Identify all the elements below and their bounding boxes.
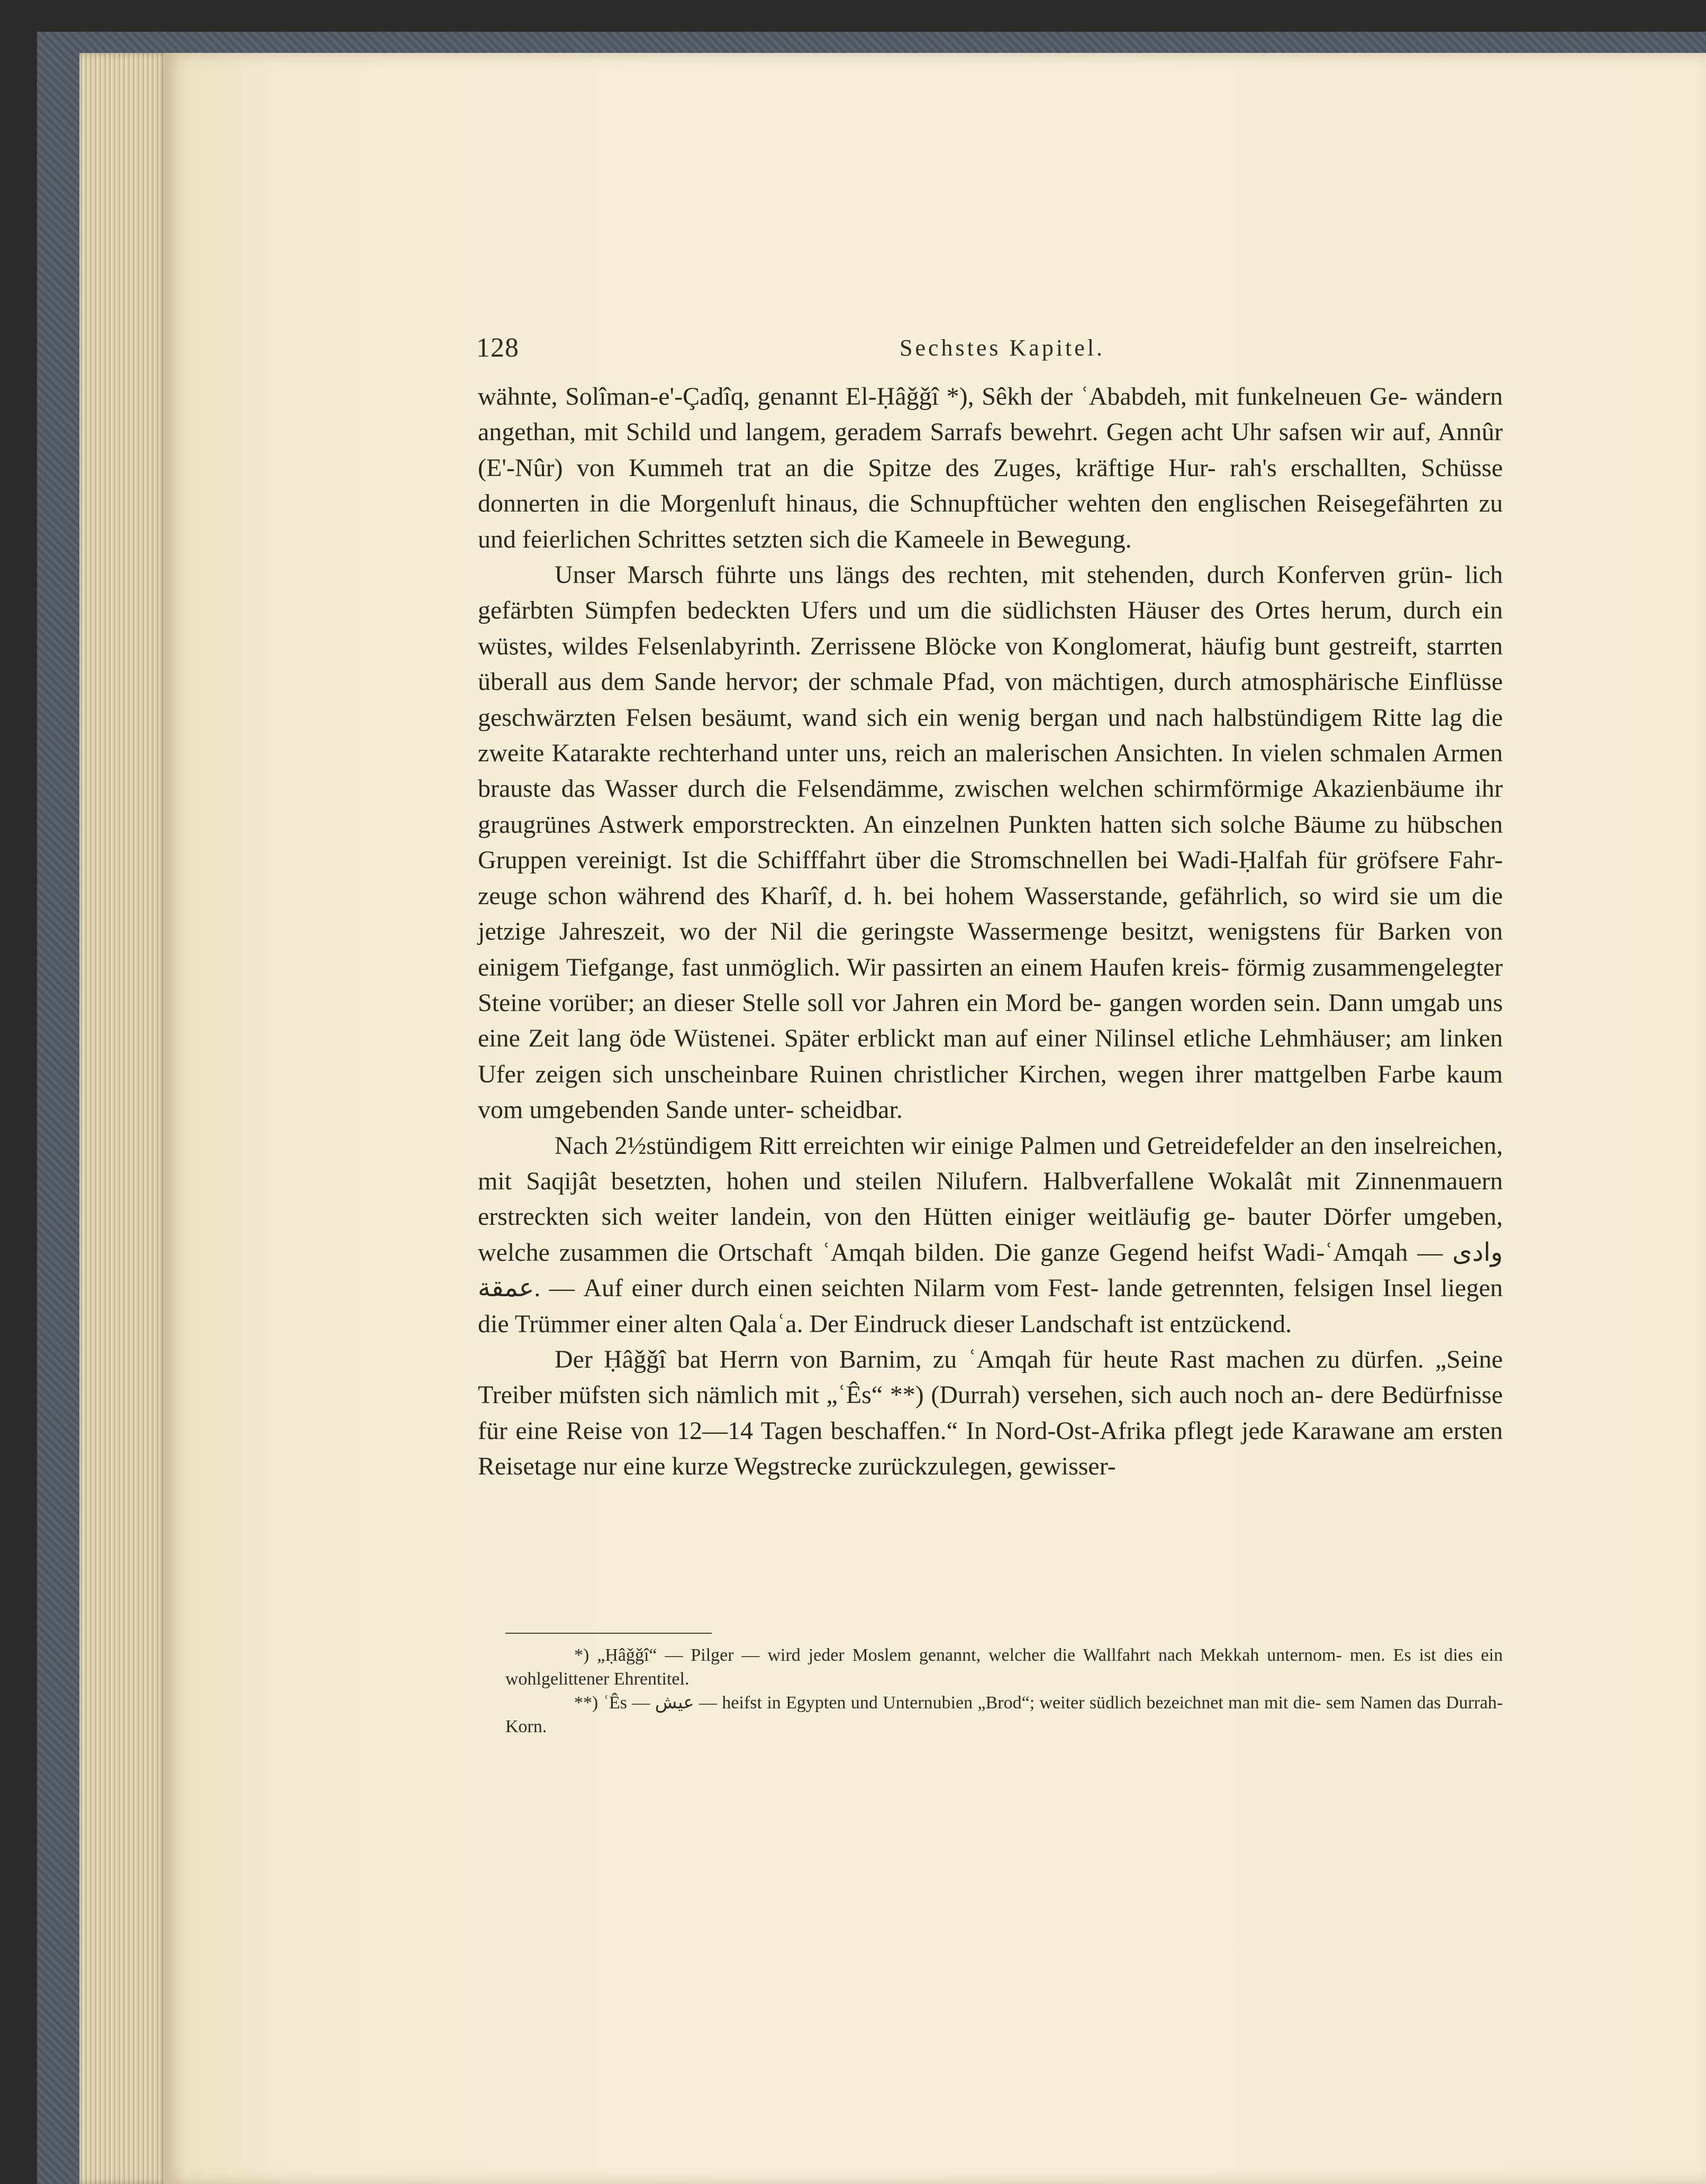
text-line: jede Karawane am ersten Reisetage nur eine kurze Wegstrecke zurückzulegen, gewisser- (478, 1416, 1503, 1481)
text-line: Der Ḥâǧǧî bat Herrn von Barnim, zu ʿAmqah für heute Rast machen zu dürfen. (555, 1345, 1424, 1373)
chapter-header: Sechstes Kapitel. (900, 335, 1105, 361)
text-line: wändern angethan, mit Schild und langem, geradem Sarrafs bewehrt. Gegen acht Uhr (478, 383, 1503, 447)
text-line: Unser Marsch führte uns längs des rechten, mit stehenden, durch Konferven grün- (555, 561, 1453, 589)
text-line: dere Bedürfnisse für eine Reise von 12—14 Tagen beschaffen.“ In Nord-Ost-Afrika pflegt (478, 1381, 1503, 1445)
paragraph-1 (478, 379, 1503, 557)
text-line: scheidbar. (800, 1096, 903, 1124)
text-line: Barken von einigem Tiefgange, fast unmöglich. Wir passirten an einem Haufen kreis- (478, 917, 1503, 981)
text-line: wähnte, Solîman-e'-Çadîq, genannt El-Ḥâǧǧî *), Sêkh der ʿAbabdeh, mit funkelneuen Ge- (478, 383, 1408, 411)
text-line: mit Zinnenmauern erstreckten sich weiter landein, von den Hütten einiger weitläufig ge- (478, 1167, 1503, 1231)
paragraph-4 (478, 1342, 1503, 1485)
text-line: durch atmosphärische Einflüsse geschwärzten Felsen besäumt, wand sich ein wenig (478, 668, 1503, 732)
text-line: Bewegung. (1017, 525, 1132, 553)
text-line: emporstreckten. An einzelnen Punkten hatten sich solche Bäume zu hübschen Gruppen (478, 810, 1503, 875)
text-line: lich gefärbten Sümpfen bedeckten Ufers und um die südlichsten Häuser des Ortes herum, (478, 561, 1503, 625)
text-line: Nach 2½stündigem Ritt erreichten wir einige Palmen und Getreidefelder an den (555, 1131, 1367, 1160)
text-line: „Seine Treiber müfsten sich nämlich mit „ʿÊs“ **) (Durrah) versehen, sich auch noch an- (478, 1345, 1503, 1409)
text-line: förmig zusammengelegter Steine vorüber; an dieser Stelle soll vor Jahren ein Mord be- (478, 953, 1503, 1017)
paragraph-2 (478, 557, 1503, 1128)
footnote-2 (505, 1691, 1503, 1739)
text-line: vereinigt. Ist die Schifffahrt über die Stromschnellen bei Wadi-Ḥalfah für gröfsere Fahr- (576, 846, 1503, 875)
text-line: inselreichen, mit Saqijât besetzten, hohen und steilen Nilufern. Halbverfallene Wokalât (478, 1131, 1503, 1195)
text-line: zeuge schon während des Kharîf, d. h. bei hohem Wasserstande, gefährlich, so wird sie (478, 881, 1418, 910)
page-number: 128 (476, 333, 519, 363)
page-edges (79, 53, 169, 2184)
text-line: bauter Dörfer umgeben, welche zusammen die Ortschaft ʿAmqah bilden. Die ganze Gegend (478, 1203, 1503, 1267)
text-line: lande getrennten, felsigen Insel liegen die Trümmer einer alten Qalaʿa. Der Eindruck (478, 1274, 1503, 1338)
text-line: den englischen Reisegefährten zu und feierlichen Schrittes setzten sich die Kameele in (478, 489, 1503, 553)
text-line: safsen wir auf, Annûr (E'-Nûr) von Kummeh trat an die Spitze des Zuges, kräftige Hur- (478, 418, 1503, 482)
text-line: christlicher Kirchen, wegen ihrer mattgelben Farbe kaum vom umgebenden Sande unter- (478, 1060, 1503, 1124)
text-line: gestreift, starrten überall aus dem Sande hervor; der schmale Pfad, von mächtigen, (478, 632, 1503, 696)
text-line: heifst Wadi-ʿAmqah — وادى عمقة. — Auf einer durch einen seichten Nilarm vom Fest- (478, 1238, 1503, 1303)
footnote-rule (505, 1633, 712, 1634)
footnote-line: men. Es ist dies ein wohlgelittener Ehrentitel. (505, 1645, 1503, 1689)
footnotes (505, 1643, 1503, 1739)
paragraph-3 (478, 1128, 1503, 1342)
text-line: gangen worden sein. Dann umgab uns eine Zeit lang öde Wüstenei. Später erblickt man (478, 988, 1503, 1053)
body-text (478, 379, 1503, 1485)
footnote-1 (505, 1643, 1503, 1691)
footnote-line: *) „Ḥâǧǧî“ — Pilger — wird jeder Moslem genannt, welcher die Wallfahrt nach Mekkah unternom- (574, 1645, 1342, 1665)
text-line: durch ein wüstes, wildes Felsenlabyrinth. Zerrissene Blöcke von Konglomerat, häufig bunt (478, 596, 1503, 660)
text-line: auf einer Nilinsel etliche Lehmhäuser; am linken Ufer zeigen sich unscheinbare Ruinen (478, 1024, 1503, 1088)
footnote-line: **) ʿÊs — عيش — heifst in Egypten und Unternubien „Brod“; weiter südlich bezeichnet man mit die- (574, 1693, 1321, 1713)
text-line: dieser Landschaft ist entzückend. (953, 1309, 1292, 1338)
text-line: reich an malerischen Ansichten. In vielen schmalen Armen brauste das Wasser durch die (478, 739, 1503, 803)
footnote-line: sem Namen das Durrah-Korn. (505, 1693, 1503, 1736)
text-line: bergan und nach halbstündigem Ritte lag die zweite Katarakte rechterhand unter uns, (478, 703, 1503, 768)
text-line: Felsendämme, zwischen welchen schirmförmige Akazienbäume ihr graugrünes Astwerk (478, 775, 1503, 839)
text-line: rah's erschallten, Schüsse donnerten in die Morgenluft hinaus, die Schnupftücher wehten (478, 453, 1503, 518)
text-line: um die jetzige Jahreszeit, wo der Nil die geringste Wassermenge besitzt, wenigstens für (478, 881, 1503, 946)
